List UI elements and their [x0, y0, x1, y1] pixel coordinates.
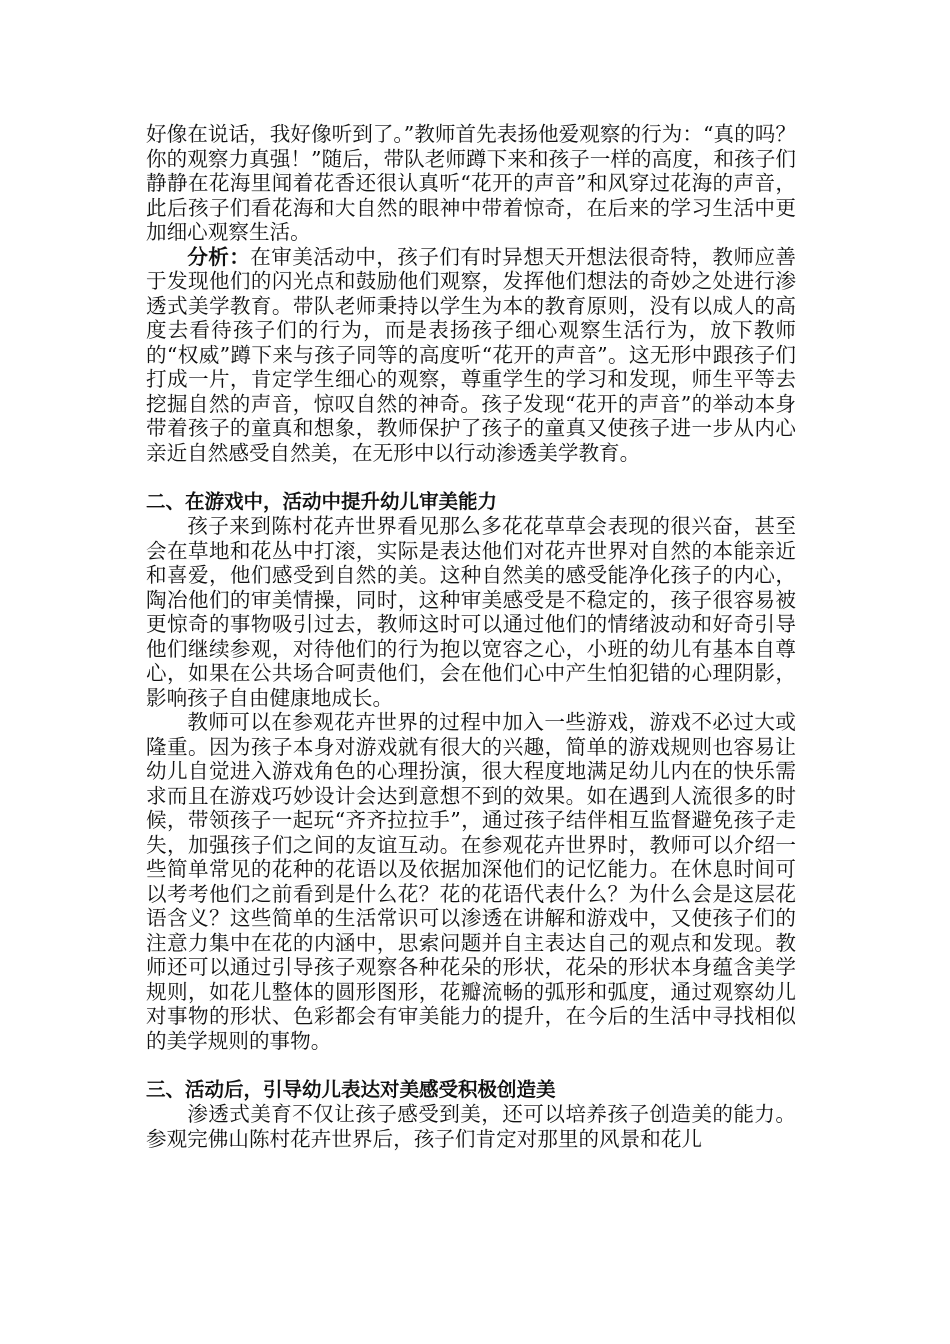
analysis-paragraph: [146, 245, 796, 466]
spacer: [146, 465, 796, 490]
intro-paragraph: 好像在说话，我好像听到了。”教师首先表扬他爱观察的行为：“真的吗？你的观察力真强！”随后，带队老师蹲下来和孩子一样的高度，和孩子们静静在花海里闻着花香还很认真听“花开的声音”和风穿过花海的声音，此后孩子们看花海和大自然的眼神中带着惊奇，在后来的学习生活中更加细心观察生活。: [146, 122, 796, 244]
section2-paragraph-1: 孩子来到陈村花卉世界看见那么多花花草草会表现的很兴奋，甚至会在草地和花丛中打滚，实际是表达他们对花卉世界对自然的本能亲近和喜爱，他们感受到自然的美。这种自然美的感受能净化孩子的内心，陶冶他们的审美情操，同时，这种审美感受是不稳定的，孩子很容易被更惊奇的事物吸引过去，教师这时可以通过他们的情绪波动和好奇引导他们继续参观，对待他们的行为抱以宽容之心，小班的幼儿有基本自尊心，如果在公共场合呵责他们，会在他们心中产生怕犯错的心理阴影，影响孩子自由健康地成长。: [146, 514, 796, 710]
document-page: [146, 122, 796, 1151]
section3-paragraph-1: 渗透式美育不仅让孩子感受到美，还可以培养孩子创造美的能力。参观完佛山陈村花卉世界后，孩子们肯定对那里的风景和花儿: [146, 1102, 796, 1151]
section-heading-3: 三、活动后，引导幼儿表达对美感受积极创造美: [146, 1077, 556, 1101]
section-heading-2: 二、在游戏中，活动中提升幼儿审美能力: [146, 489, 498, 513]
analysis-text: 在审美活动中，孩子们有时异想天开想法很奇特，教师应善于发现他们的闪光点和鼓励他们观察，发挥他们想法的奇妙之处进行渗透式美学教育。带队老师秉持以学生为本的教育原则，没有以成人的高度去看待孩子们的行为，而是表扬孩子细心观察生活行为，放下教师的“权威”蹲下来与孩子同等的高度听“花开的声音”。这无形中跟孩子们打成一片，肯定学生细心的观察，尊重学生的学习和发现，师生平等去挖掘自然的声音，惊叹自然的神奇。孩子发现“花开的声音”的举动本身带着孩子的童真和想象，教师保护了孩子的童真又使孩子进一步从内心亲近自然感受自然美，在无形中以行动渗透美学教育。: [146, 244, 797, 465]
analysis-label: 分析：: [187, 244, 251, 269]
spacer: [146, 1053, 796, 1078]
section2-paragraph-2: 教师可以在参观花卉世界的过程中加入一些游戏，游戏不必过大或隆重。因为孩子本身对游戏就有很大的兴趣，简单的游戏规则也容易让幼儿自觉进入游戏角色的心理扮演，很大程度地满足幼儿内在的快乐需求而且在游戏巧妙设计会达到意想不到的效果。如在遇到人流很多的时候，带领孩子一起玩“齐齐拉拉手”，通过孩子结伴相互监督避免孩子走失，加强孩子们之间的友谊互动。在参观花卉世界时，教师可以介绍一些简单常见的花种的花语以及依据加深他们的记忆能力。在休息时间可以考考他们之前看到是什么花？花的花语代表什么？为什么会是这层花语含义？这些简单的生活常识可以渗透在讲解和游戏中，又使孩子们的注意力集中在花的内涵中，思索问题并自主表达自己的观点和发现。教师还可以通过引导孩子观察各种花朵的形状，花朵的形状本身蕴含美学规则，如花儿整体的圆形图形，花瓣流畅的弧形和弧度，通过观察幼儿对事物的形状、色彩都会有审美能力的提升，在今后的生活中寻找相似的美学规则的事物。: [146, 710, 796, 1053]
